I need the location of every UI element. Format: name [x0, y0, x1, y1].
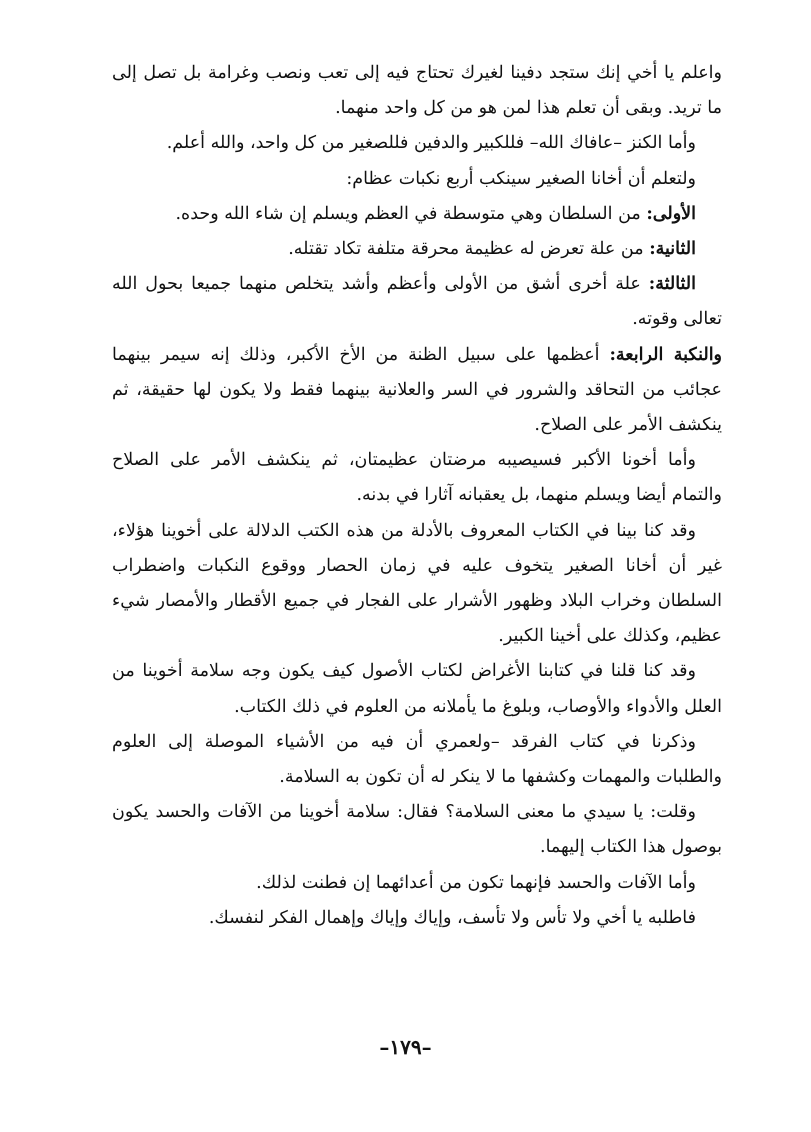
paragraph-10 — [112, 654, 722, 724]
paragraph-text: أعظمها على سبيل الظنة من الأخ الأكبر، وذلك إنه سيمر بينهما عجائب من التحاقد والشرور في السر والعلانية بينهما فقط ولا يكون لها حقيقة، ثم ينكشف الأمر على الصلاح. — [112, 344, 722, 436]
paragraph-text: وقد كنا بينا في الكتاب المعروف بالأدلة من هذه الكتب الدلالة على أخوينا هؤلاء، غير أن أخانا الصغير يتخوف عليه في زمان الحصار ووقوع النكبات واضطراب السلطان وخراب البلاد وظهور الأشرار على الفجار في جميع الأقطار والأمصار شيء عظيم، وكذلك على أخينا الكبير. — [112, 520, 722, 647]
paragraph-text: وأما أخونا الأكبر فسيصيبه مرضتان عظيمتان، ثم ينكشف الأمر على الصلاح والتمام أيضا ويسلم منهما، بل يعقبانه آثارا في بدنه. — [112, 450, 722, 506]
paragraph-second-misfortune — [112, 232, 722, 267]
page-number: –١٧٩– — [379, 1035, 432, 1059]
paragraph-13 — [112, 866, 722, 901]
paragraph-9 — [112, 514, 722, 655]
paragraph-lead: الأولى: — [646, 203, 696, 224]
paragraph-text: وأما الكنز –عافاك الله– فللكبير والدفين فللصغير من كل واحد، والله أعلم. — [166, 133, 696, 154]
page-body — [112, 56, 722, 936]
paragraph-8 — [112, 443, 722, 513]
paragraph-14 — [112, 901, 722, 936]
paragraph-text: من السلطان وهي متوسطة في العظم ويسلم إن شاء الله وحده. — [175, 203, 647, 224]
paragraph-1 — [112, 56, 722, 126]
paragraph-text: علة أخرى أشق من الأولى وأعظم وأشد يتخلص منهما جميعا بحول الله تعالى وقوته. — [112, 274, 722, 330]
paragraph-text: وقلت: يا سيدي ما معنى السلامة؟ فقال: سلامة أخوينا من الآفات والحسد يكون بوصول هذا الكتاب إليهما. — [112, 802, 722, 858]
paragraph-11 — [112, 725, 722, 795]
paragraph-lead: والنكبة الرابعة: — [609, 344, 723, 365]
paragraph-lead: الثالثة: — [648, 274, 696, 295]
paragraph-third-misfortune — [112, 267, 722, 337]
paragraph-12 — [112, 795, 722, 865]
paragraph-3 — [112, 162, 722, 197]
paragraph-fourth-misfortune — [112, 338, 722, 444]
paragraph-text: فاطلبه يا أخي ولا تأس ولا تأسف، وإياك وإياك وإهمال الفكر لنفسك. — [208, 907, 696, 928]
paragraph-2 — [112, 126, 722, 161]
paragraph-text: من علة تعرض له عظيمة محرقة متلفة تكاد تقتله. — [288, 239, 650, 260]
paragraph-first-misfortune — [112, 197, 722, 232]
paragraph-lead: الثانية: — [649, 239, 696, 260]
paragraph-text: وأما الآفات والحسد فإنهما تكون من أعدائهما إن فطنت لذلك. — [256, 872, 696, 893]
paragraph-text: واعلم يا أخي إنك ستجد دفينا لغيرك تحتاج فيه إلى تعب ونصب وغرامة بل تصل إلى ما تريد. وبقى أن تعلم هذا لمن هو من كل واحد منهما. — [112, 63, 722, 119]
paragraph-text: ولتعلم أن أخانا الصغير سينكب أربع نكبات عظام: — [346, 168, 696, 189]
paragraph-text: وذكرنا في كتاب الفرقد –ولعمري أن فيه من الأشياء الموصلة إلى العلوم والطلبات والمهمات وكشفها ما لا ينكر له أن تكون به السلامة. — [112, 731, 722, 788]
paragraph-text: وقد كنا قلنا في كتابنا الأغراض لكتاب الأصول كيف يكون وجه سلامة أخوينا من العلل والأدواء والأوصاب، وبلوغ ما يأملانه من العلوم في ذلك الكتاب. — [112, 661, 722, 717]
